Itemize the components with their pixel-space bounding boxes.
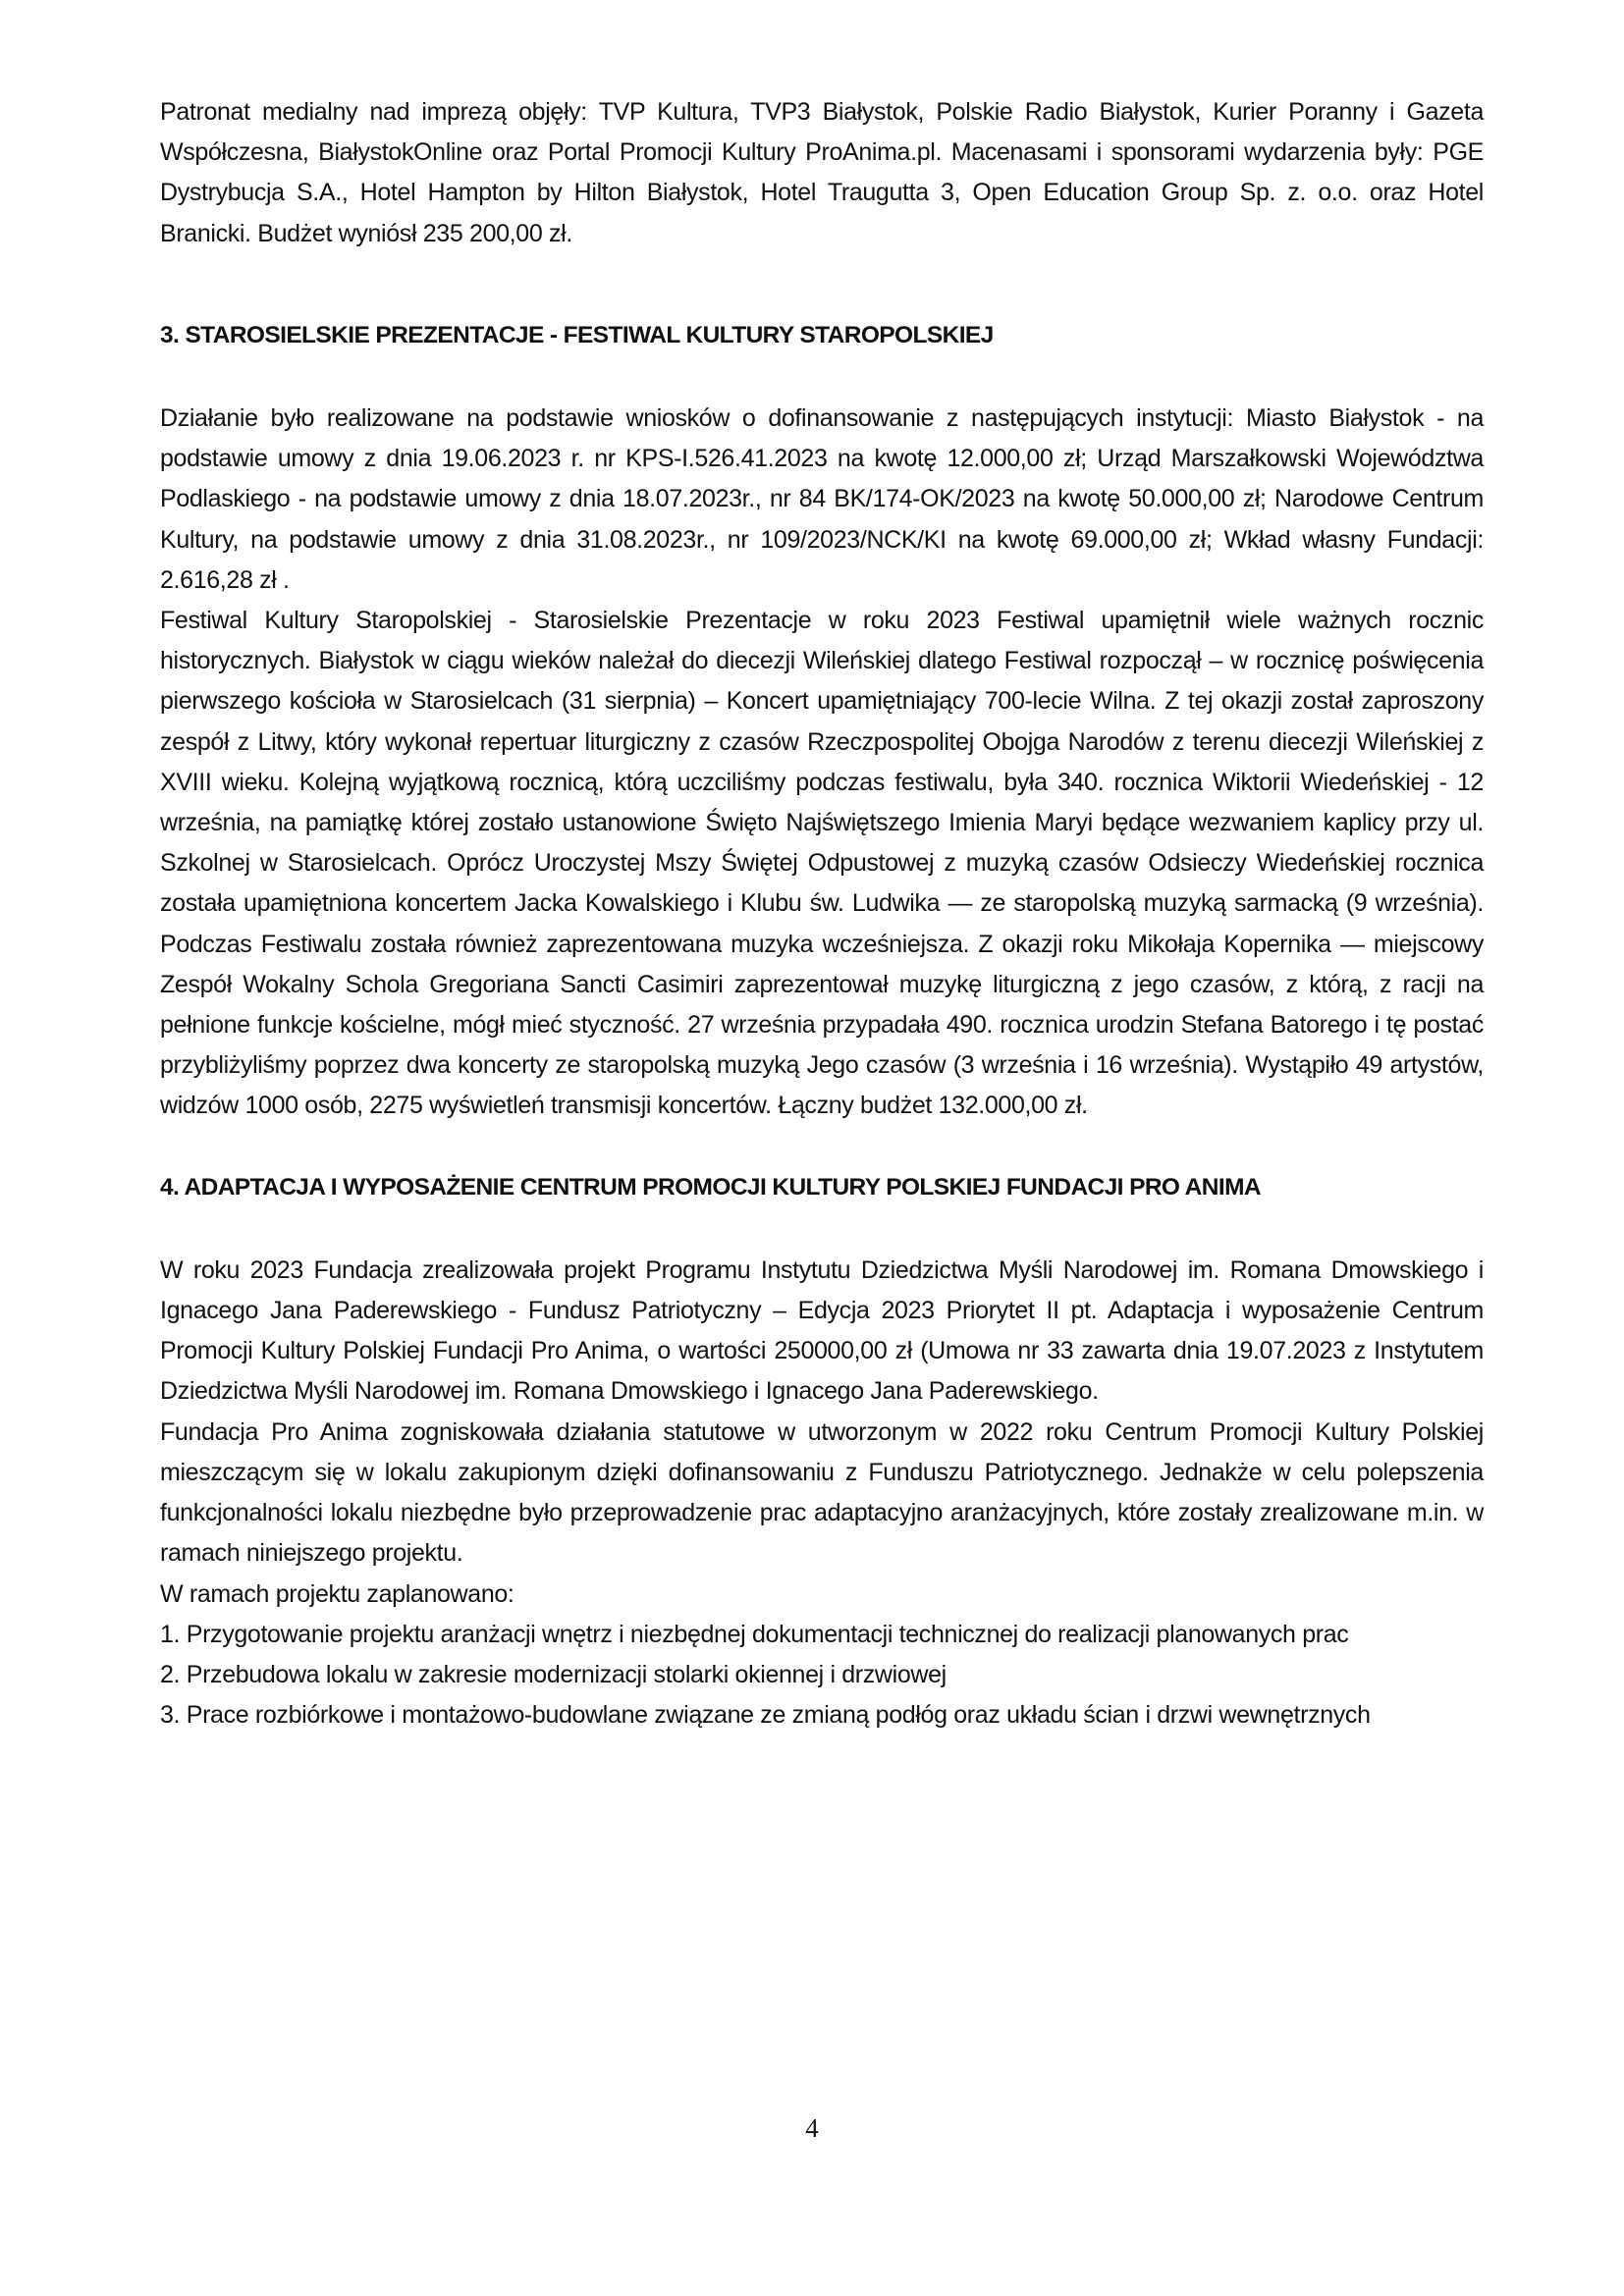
plan-intro: W ramach projektu zaplanowano:: [160, 1579, 514, 1608]
list-item: 1. Przygotowanie projektu aranżacji wnętrz i niezbędnej dokumentacji technicznej do realizacji planowanych prac: [160, 1620, 1349, 1648]
spacer: [160, 254, 1484, 315]
spacer: [160, 1127, 1484, 1167]
section-4: [160, 1167, 1484, 1736]
spacer: [160, 355, 1484, 399]
funding-paragraph: Działanie było realizowane na podstawie wniosków o dofinansowanie z następujących instytucji: Miasto Białystok - na podstawie umowy z dnia 19.06.2023 r. nr KPS-I.526.41.2023 na kwotę 12.000,00 zł; Urząd Marszałkowski Województwa Podlaskiego - na podstawie umowy z dnia 18.07.2023r., nr 84 BK/174-OK/2023 na kwotę 50.000,00 zł; Narodowe Centrum Kultury, na podstawie umowy z dnia 31.08.2023r., nr 109/2023/NCK/KI na kwotę 69.000,00 zł; Wkład własny Fundacji: 2.616,28 zł .: [160, 404, 1484, 594]
list-item: 3. Prace rozbiórkowe i montażowo-budowlane związane ze zmianą podłóg oraz układu ścian i drzwi wewnętrznych: [160, 1701, 1371, 1730]
centre-paragraph: Fundacja Pro Anima zogniskowała działania statutowe w utworzonym w 2022 roku Centrum Promocji Kultury Polskiej mieszczącym się w lokalu zakupionym dzięki dofinansowaniu z Funduszu Patriotycznego. Jednakże w celu polepszenia funkcjonalności lokalu niezbędne było przeprowadzenie prac adaptacyjno aranżacyjnych, które zostały zrealizowane m.in. w ramach niniejszego projektu.: [160, 1417, 1484, 1568]
section-heading: 4. ADAPTACJA I WYPOSAŻENIE CENTRUM PROMOCJI KULTURY POLSKIEJ FUNDACJI PRO ANIMA: [160, 1173, 1261, 1201]
section-3: [160, 315, 1484, 1127]
festival-paragraph: Festiwal Kultury Staropolskiej - Starosielskie Prezentacje w roku 2023 Festiwal upamiętnił wiele ważnych rocznic historycznych. Białystok w ciągu wieków należał do diecezji Wileńskiej dlatego Festiwal rozpoczął – w rocznicę poświęcenia pierwszego kościoła w Starosielcach (31 sierpnia) – Koncert upamiętniający 700-lecie Wilna. Z tej okazji został zaproszony zespół z Litwy, który wykonał repertuar liturgiczny z czasów Rzeczpospolitej Obojga Narodów z terenu diecezji Wileńskiej z XVIII wieku. Kolejną wyjątkową rocznicą, którą uczciliśmy podczas festiwalu, była 340. rocznica Wiktorii Wiedeńskiej - 12 września, na pamiątkę której zostało ustanowione Święto Najświętszego Imienia Maryi będące wezwaniem kaplicy przy ul. Szkolnej w Starosielcach. Oprócz Uroczystej Mszy Świętej Odpustowej z muzyką czasów Odsieczy Wiedeńskiej rocznica została upamiętniona koncertem Jacka Kowalskiego i Klubu św. Ludwika — ze staropolską muzyką sarmacką (9 września). Podczas Festiwalu została również zaprezentowana muzyka wcześniejsza. Z okazji roku Mikołaja Kopernika — miejscowy Zespół Wokalny Schola Gregoriana Sancti Casimiri zaprezentował muzykę liturgiczną z jego czasów, z którą, z racji na pełnione funkcje kościelne, mógł mieć styczność. 27 września przypadała 490. rocznica urodzin Stefana Batorego i tę postać przybliżyliśmy poprzez dwa koncerty ze staropolską muzyką Jego czasów (3 września i 16 września). Wystąpiło 49 artystów, widzów 1000 osób, 2275 wyświetleń transmisji koncertów. Łączny budżet 132.000,00 zł.: [160, 607, 1484, 1120]
intro-paragraph: Patronat medialny nad imprezą objęły: TVP Kultura, TVP3 Białystok, Polskie Radio Białystok, Kurier Poranny i Gazeta Współczesna, BiałystokOnline oraz Portal Promocji Kultury ProAnima.pl. Macenasami i sponsorami wydarzenia były: PGE Dystrybucja S.A., Hotel Hampton by Hilton Białystok, Hotel Traugutta 3, Open Education Group Sp. z. o.o. oraz Hotel Branicki. Budżet wyniósł 235 200,00 zł.: [160, 98, 1484, 247]
page-number: 4: [805, 2113, 819, 2143]
list-item: 2. Przebudowa lokalu w zakresie modernizacji stolarki okiennej i drzwiowej: [160, 1660, 947, 1688]
planned-works-list: [160, 1615, 1484, 1736]
project-paragraph: W roku 2023 Fundacja zrealizowała projekt Programu Instytutu Dziedzictwa Myśli Narodowej im. Romana Dmowskiego i Ignacego Jana Paderewskiego - Fundusz Patriotyczny – Edycja 2023 Priorytet II pt. Adaptacja i wyposażenie Centrum Promocji Kultury Polskiej Fundacji Pro Anima, o wartości 250000,00 zł (Umowa nr 33 zawarta dnia 19.07.2023 z Instytutem Dziedzictwa Myśli Narodowej im. Romana Dmowskiego i Ignacego Jana Paderewskiego.: [160, 1255, 1484, 1406]
section-heading: 3. STAROSIELSKIE PREZENTACJE - FESTIWAL KULTURY STAROPOLSKIEJ: [160, 321, 994, 348]
spacer: [160, 1207, 1484, 1251]
document-page: [160, 92, 1484, 1735]
